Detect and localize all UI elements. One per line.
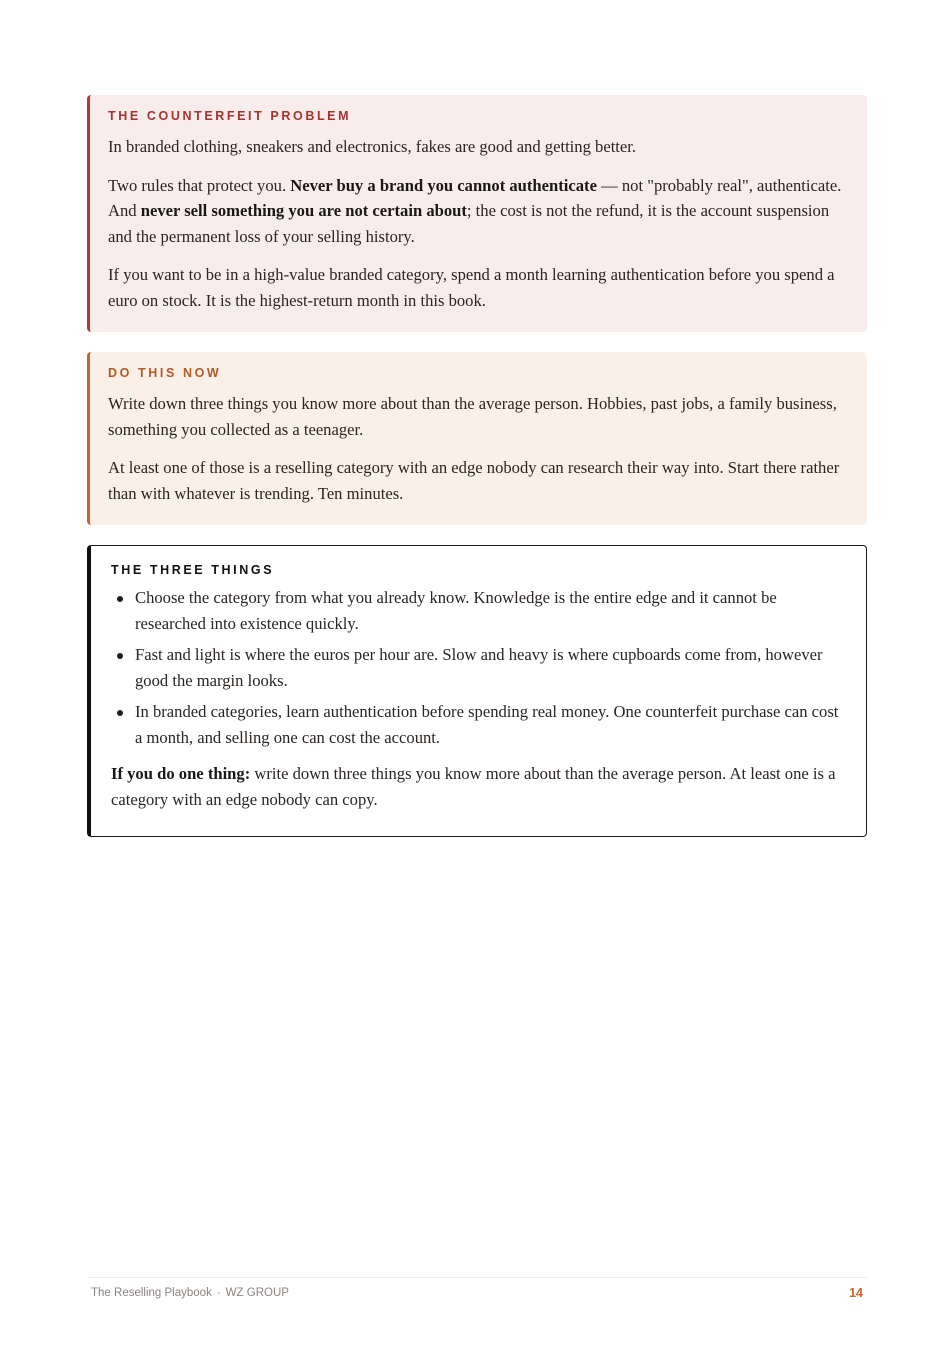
list-item <box>111 585 844 636</box>
bullet-icon <box>117 653 123 659</box>
callout-paragraph: In branded clothing, sneakers and electronics, fakes are good and getting better. <box>108 137 637 156</box>
text-run: Two rules that protect you. <box>108 175 291 195</box>
list-item <box>111 642 844 693</box>
page-number: 14 <box>849 1286 863 1300</box>
book-title: The Reselling Playbook <box>91 1287 212 1299</box>
callout-paragraph: If you want to be in a high-value branded category, spend a month learning authentication before you spend a euro on stock. It is the highest-return month in this book. <box>108 265 835 310</box>
one-thing-paragraph <box>111 761 844 812</box>
summary-label: THE THREE THINGS <box>111 563 275 577</box>
one-thing-text: write down three things you know more about than the average person. At least one is a category with an edge nobody can copy. <box>111 764 836 809</box>
list-item-text: Fast and light is where the euros per hour are. Slow and heavy is where cupboards come from, however good the margin looks. <box>135 645 823 690</box>
three-things-summary-box <box>87 545 867 837</box>
text-run: ; the cost is not the refund, it is the account suspension and the permanent loss of your selling history. <box>108 201 830 246</box>
bold-rule: Never buy a brand you cannot authenticate <box>290 175 597 195</box>
list-item <box>111 699 844 750</box>
page-footer <box>91 1287 863 1299</box>
callout-paragraph: At least one of those is a reselling category with an edge nobody can research their way into. Start there rather than with whatever is trending. Ten minutes. <box>108 458 840 503</box>
bullet-icon <box>117 710 123 716</box>
do-this-now-callout <box>87 352 867 525</box>
callout-paragraph <box>108 173 845 250</box>
publisher-name: WZ GROUP <box>225 1287 289 1299</box>
footer-separator: · <box>216 1287 221 1299</box>
one-thing-lead: If you do one thing: <box>111 764 251 783</box>
footer-divider <box>87 1277 867 1278</box>
callout-label: THE COUNTERFEIT PROBLEM <box>108 109 352 123</box>
summary-list <box>111 585 844 750</box>
list-item-text: Choose the category from what you already know. Knowledge is the entire edge and it cannot be researched into existence quickly. <box>135 588 777 633</box>
counterfeit-problem-callout <box>87 95 867 332</box>
bullet-icon <box>117 596 123 602</box>
list-item-text: In branded categories, learn authentication before spending real money. One counterfeit purchase can cost a month, and selling one can cost the account. <box>135 702 839 747</box>
bold-rule: never sell something you are not certain about <box>140 201 467 220</box>
callout-paragraph: Write down three things you know more about than the average person. Hobbies, past jobs, a family business, something you collected as a teenager. <box>108 394 837 439</box>
callout-label: DO THIS NOW <box>108 366 222 380</box>
text-run: — not "probably real", authenticate. And <box>108 175 842 220</box>
